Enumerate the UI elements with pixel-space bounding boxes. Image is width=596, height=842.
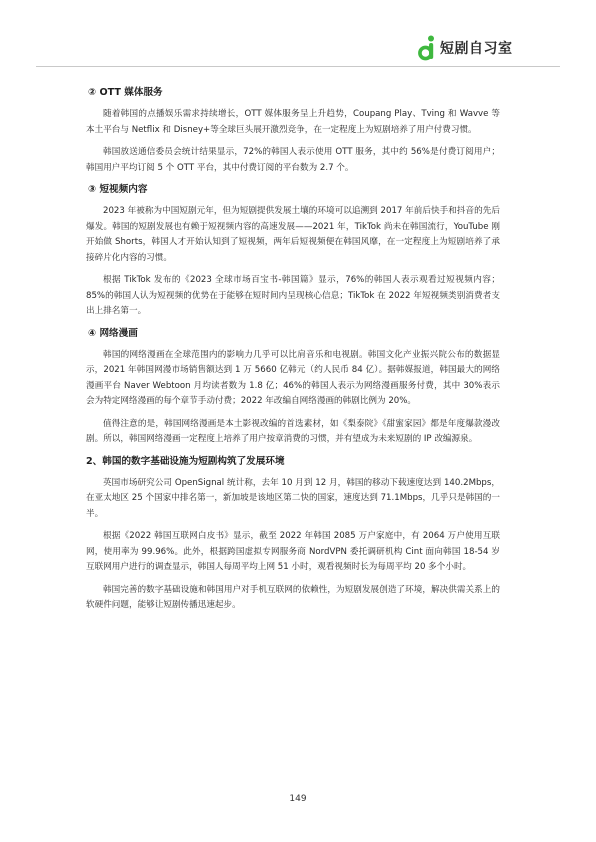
paragraph: 值得注意的是，韩国网络漫画是本土影视改编的首选素材，如《梨泰院》《甜蜜家园》都是年度爆款漫改剧。所以，韩国网络漫画一定程度上培养了用户按章消费的习惯，并有望成为未来短剧的 IP 改编源泉。 [86, 418, 500, 444]
section-heading-digital-infrastructure: 2、韩国的数字基础设施为短剧构筑了发展环境 [86, 455, 285, 467]
paragraph: 根据 TikTok 发布的《2023 全球市场百宝书-韩国篇》显示，76%的韩国人表示观看过短视频内容；85%的韩国人认为短视频的优势在于能够在短时间内呈现核心信息；TikTok 在 2022 年短视频类别消费者支出上排名第一。 [86, 275, 500, 316]
paragraph: 韩国放送通信委员会统计结果显示，72%的韩国人表示使用 OTT 服务，其中约 56%是付费订阅用户；韩国用户平均订阅 5 个 OTT 平台，其中付费订阅的平台数为 2.7 个。 [86, 147, 500, 173]
page-number: 149 [289, 794, 307, 804]
document-body [86, 86, 500, 621]
logo-text: 短剧自习室 [440, 41, 513, 57]
section-heading-ott: ② OTT 媒体服务 [88, 87, 163, 98]
logo-d-icon [418, 35, 436, 61]
paragraph: 英国市场研究公司 OpenSignal 统计称，去年 10 月到 12 月，韩国的移动下载速度达到 140.2Mbps，在亚太地区 25 个国家中排名第一，新加坡是该地区第二快的国家，速度达到 71.1Mbps，几乎只是韩国的一半。 [86, 477, 500, 519]
section-heading-short-video: ③ 短视频内容 [88, 184, 148, 195]
paragraph: 2023 年被称为中国短剧元年，但为短剧提供发展土壤的环境可以追溯到 2017 年前后快手和抖音的先后爆发。韩国的短剧发展也有赖于短视频内容的高速发展——2021 年，TikTok 尚未在韩国流行，YouTube 刚开始做 Shorts，韩国人才开始认知到了短视频，两年后短视频便在韩国风靡，在一定程度上为短剧培养了承接碎片化内容的习惯。 [86, 206, 500, 263]
paragraph: 根据《2022 韩国互联网白皮书》显示，截至 2022 年韩国 2085 万户家庭中，有 2064 万户使用互联网，使用率为 99.96%。此外，根据跨国虚拟专网服务商 NordVPN 委托调研机构 Cint 面向韩国 18-54 岁互联网用户进行的调查显示，韩国人每周平均上网 51 小时，观看视频时长为每周平均 20 多个小时。 [86, 531, 500, 572]
paragraph: 随着韩国的点播娱乐需求持续增长，OTT 媒体服务呈上升趋势，Coupang Play、Tving 和 Wavve 等本土平台与 Netflix 和 Disney+等全球巨头展开激烈竞争，在一定程度上为短剧培养了用户付费习惯。 [86, 109, 500, 135]
paragraph: 韩国的网络漫画在全球范围内的影响力几乎可以比肩音乐和电视剧。韩国文化产业振兴院公布的数据显示，2021 年韩国网漫市场销售额达到 1 万 5660 亿韩元（约人民币 84 亿）。据韩媒报道，韩国最大的网络漫画平台 Naver Webtoon 月均读者数为 1.8 亿；46%的韩国人表示为网络漫画服务付费，其中 30%表示会为特定网络漫画的每个章节手动付费；2022 年改编自网络漫画的韩剧比例为 20%。 [86, 349, 500, 406]
header-divider [36, 66, 560, 67]
section-heading-webtoon: ④ 网络漫画 [88, 327, 138, 339]
brand-logo [418, 35, 513, 61]
paragraph: 韩国完善的数字基础设施和韩国用户对手机互联网的依赖性，为短剧发展创造了环境，解决供需关系上的软硬件问题，能够让短剧传播迅速起步。 [86, 584, 500, 610]
